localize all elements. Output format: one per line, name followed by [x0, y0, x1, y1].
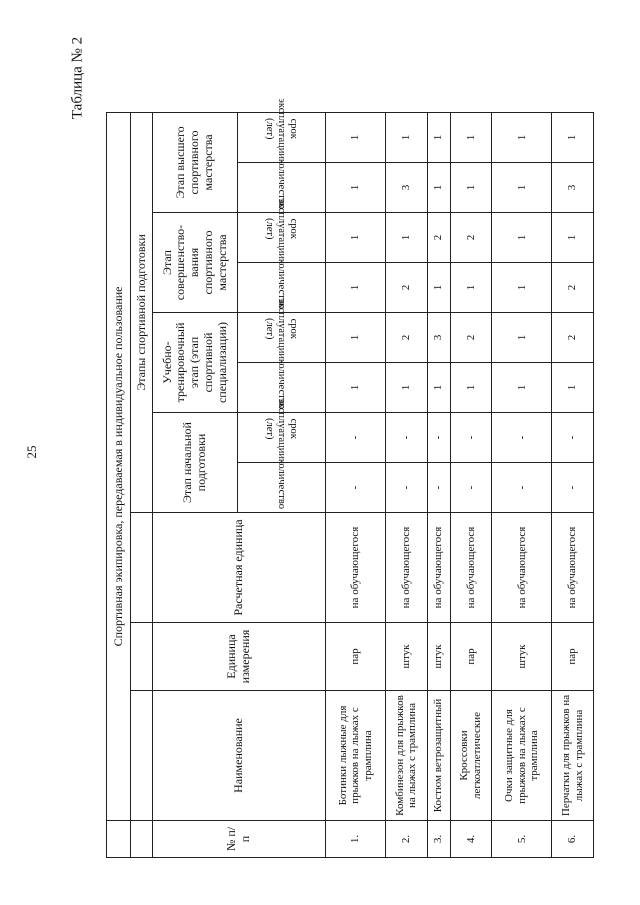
- cell-value: 1: [552, 112, 594, 162]
- header-spacer: [131, 623, 153, 691]
- cell-value: 2: [386, 313, 428, 363]
- cell-value: 1: [552, 213, 594, 263]
- header-spacer: [131, 513, 153, 623]
- cell-value: 2: [427, 213, 450, 263]
- table-row: [552, 112, 594, 857]
- row-unit: пар: [450, 623, 492, 691]
- row-name: Ботинки лыжные для прыжков на лыжах с трамплина: [326, 691, 386, 821]
- cell-value: 1: [492, 363, 552, 413]
- table-row: [450, 112, 492, 857]
- cell-value: -: [386, 463, 428, 513]
- cell-value: -: [552, 413, 594, 463]
- row-unit: штук: [427, 623, 450, 691]
- cell-value: -: [427, 463, 450, 513]
- row-calc-unit: на обучающегося: [326, 513, 386, 623]
- cell-value: 1: [326, 163, 386, 213]
- cell-value: 2: [552, 263, 594, 313]
- row-name: Перчатки для прыжков на лыжах с трамплина: [552, 691, 594, 821]
- row-calc-unit: на обучающегося: [386, 513, 428, 623]
- header-spacer: [131, 691, 153, 821]
- stage-header-training: Учебно-тренировочный этап (этап спортивной специализации): [153, 313, 238, 413]
- cell-value: 3: [427, 313, 450, 363]
- cell-value: -: [326, 413, 386, 463]
- row-unit: пар: [326, 623, 386, 691]
- stage-header-higher: Этап высшего спортивного мастерства: [153, 112, 238, 212]
- cell-value: -: [492, 413, 552, 463]
- cell-value: -: [450, 413, 492, 463]
- col-header-calc-unit: Расчетная единица: [153, 513, 326, 623]
- cell-value: 1: [492, 163, 552, 213]
- cell-value: 1: [427, 112, 450, 162]
- cell-value: 1: [326, 213, 386, 263]
- cell-value: 1: [427, 363, 450, 413]
- row-num: 1.: [326, 821, 386, 858]
- row-num: 5.: [492, 821, 552, 858]
- table-row: [492, 112, 552, 857]
- cell-value: -: [552, 463, 594, 513]
- equipment-table: [106, 98, 594, 858]
- header-spacer: [131, 821, 153, 858]
- row-num: 3.: [427, 821, 450, 858]
- cell-value: 1: [427, 263, 450, 313]
- row-unit: штук: [386, 623, 428, 691]
- row-name: Комбинезон для прыжков на лыжах с трамплина: [386, 691, 428, 821]
- row-calc-unit: на обучающегося: [450, 513, 492, 623]
- cell-value: 3: [386, 163, 428, 213]
- cell-value: 3: [552, 163, 594, 213]
- stage-header-initial: Этап начальной подготовки: [153, 413, 238, 513]
- cell-value: 1: [552, 363, 594, 413]
- cell-value: 1: [492, 112, 552, 162]
- col-header-name: Наименование: [153, 691, 326, 821]
- cell-value: -: [386, 413, 428, 463]
- cell-value: -: [450, 463, 492, 513]
- table-row: [386, 112, 428, 857]
- table-title: Спортивная экипировка, передаваемая в индивидуальное пользование: [107, 112, 131, 820]
- stage-header-improvement: Этап совершенство-вания спортивного мастерства: [153, 213, 238, 313]
- cell-value: 1: [326, 263, 386, 313]
- row-calc-unit: на обучающегося: [427, 513, 450, 623]
- term-header: срок эксплуатации (лет): [238, 213, 326, 263]
- row-num: 2.: [386, 821, 428, 858]
- table-row: [326, 112, 386, 857]
- cell-value: 2: [450, 313, 492, 363]
- cell-value: -: [326, 463, 386, 513]
- cell-value: -: [492, 463, 552, 513]
- cell-value: 1: [386, 112, 428, 162]
- term-header: срок эксплуатации (лет): [238, 313, 326, 363]
- cell-value: 2: [386, 263, 428, 313]
- row-unit: пар: [552, 623, 594, 691]
- qty-header: количество: [238, 163, 326, 213]
- row-name: Костюм ветрозащитный: [427, 691, 450, 821]
- cell-value: 1: [492, 313, 552, 363]
- cell-value: 1: [326, 363, 386, 413]
- cell-value: 2: [552, 313, 594, 363]
- cell-value: 1: [492, 213, 552, 263]
- cell-value: 1: [450, 112, 492, 162]
- cell-value: 2: [450, 213, 492, 263]
- cell-value: 1: [386, 363, 428, 413]
- term-header: срок эксплуатации (лет): [238, 112, 326, 162]
- cell-value: 1: [450, 163, 492, 213]
- table-caption: Таблица № 2: [69, 36, 86, 120]
- cell-value: 1: [427, 163, 450, 213]
- qty-header: количество: [238, 363, 326, 413]
- col-header-num: № п/п: [153, 821, 326, 858]
- cell-value: 1: [386, 213, 428, 263]
- row-num: 6.: [552, 821, 594, 858]
- row-calc-unit: на обучающегося: [552, 513, 594, 623]
- row-name: Кроссовки легкоатлетические: [450, 691, 492, 821]
- row-unit: штук: [492, 623, 552, 691]
- cell-value: 1: [326, 313, 386, 363]
- row-calc-unit: на обучающегося: [492, 513, 552, 623]
- header-spacer: [107, 821, 131, 858]
- table-row: [427, 112, 450, 857]
- equipment-table-container: [106, 98, 594, 858]
- cell-value: 1: [450, 263, 492, 313]
- qty-header: количество: [238, 463, 326, 513]
- cell-value: 1: [450, 363, 492, 413]
- row-num: 4.: [450, 821, 492, 858]
- qty-header: количество: [238, 263, 326, 313]
- cell-value: 1: [326, 112, 386, 162]
- term-header: срок эксплуатации (лет): [238, 413, 326, 463]
- stages-group-header: Этапы спортивной подготовки: [131, 112, 153, 512]
- col-header-unit: Единица измерения: [153, 623, 326, 691]
- cell-value: -: [427, 413, 450, 463]
- row-name: Очки защитные для прыжков на лыжах с трамплина: [492, 691, 552, 821]
- cell-value: 1: [492, 263, 552, 313]
- page-number: 25: [24, 445, 39, 459]
